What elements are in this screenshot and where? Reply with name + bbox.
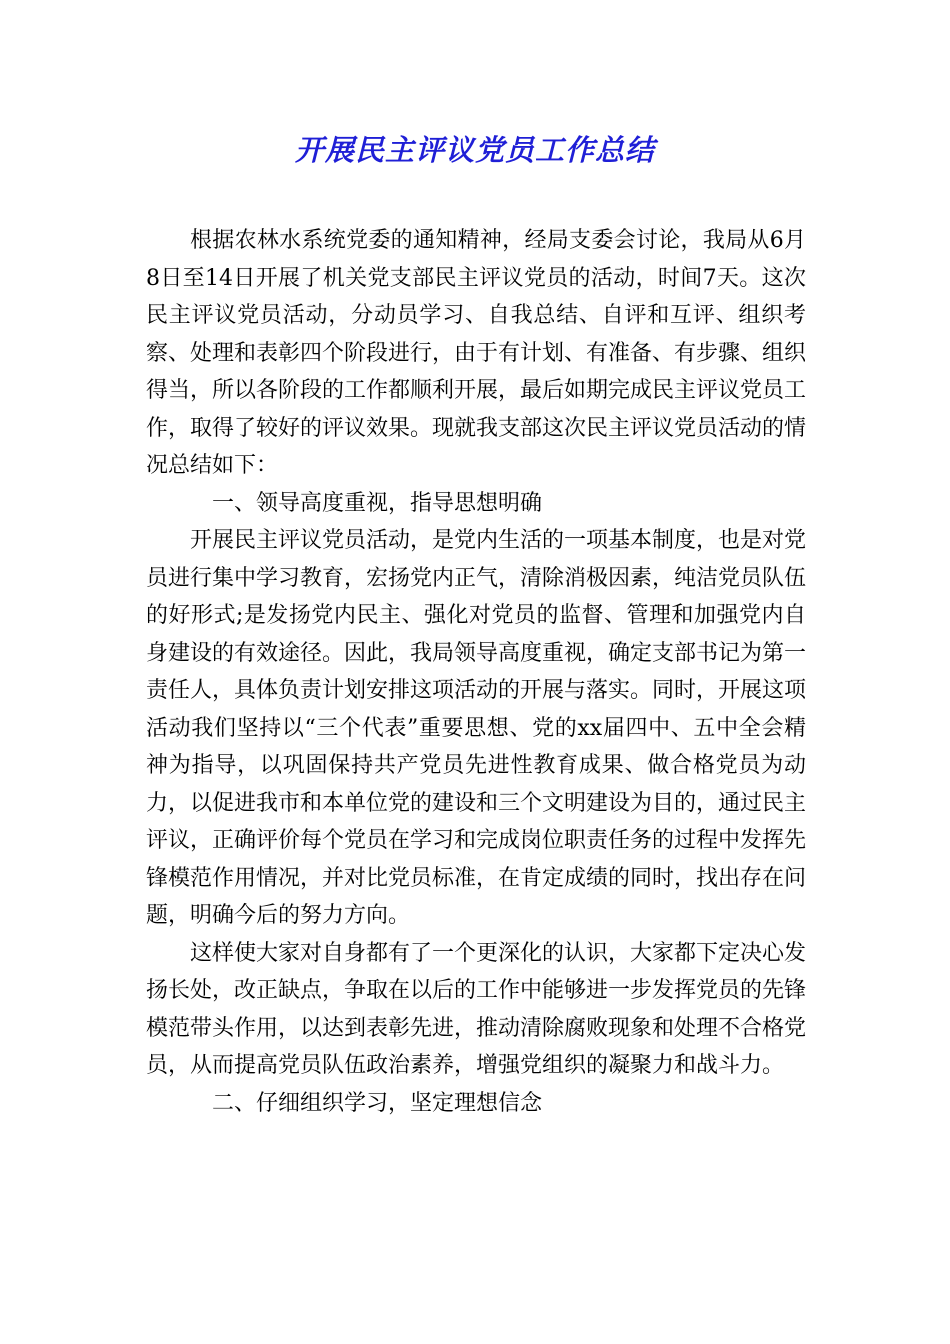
- section1-paragraph-2: 这样使大家对自身都有了一个更深化的认识，大家都下定决心发扬长处，改正缺点，争取在以后的工作中能够进一步发挥党员的先锋模范带头作用，以达到表彰先进，推动清除腐败现象和处理不合格党员，从而提高党员队伍政治素养，增强党组织的凝聚力和战斗力。: [146, 940, 807, 1078]
- section-heading-2: 二、仔细组织学习，坚定理想信念: [212, 1090, 543, 1116]
- section-heading-1: 一、领导高度重视，指导思想明确: [212, 490, 543, 516]
- document-title: 开展民主评议党员工作总结: [294, 133, 655, 167]
- intro-paragraph: 根据农林水系统党委的通知精神，经局支委会讨论，我局从6月8日至14日开展了机关党支部民主评议党员的活动，时间7天。这次民主评议党员活动，分动员学习、自我总结、自评和互评、组织考察、处理和表彰四个阶段进行，由于有计划、有准备、有步骤、组织得当，所以各阶段的工作都顺利开展，最后如期完成民主评议党员工作，取得了较好的评议效果。现就我支部这次民主评议党员活动的情况总结如下：: [146, 228, 807, 478]
- document-body: [146, 222, 806, 1122]
- section1-paragraph-1: 开展民主评议党员活动，是党内生活的一项基本制度，也是对党员进行集中学习教育，宏扬党内正气，清除消极因素，纯洁党员队伍的好形式;是发扬党内民主、强化对党员的监督、管理和加强党内自身建设的有效途径。因此，我局领导高度重视，确定支部书记为第一责任人，具体负责计划安排这项活动的开展与落实。同时，开展这项活动我们坚持以“三个代表”重要思想、党的xx届四中、五中全会精神为指导，以巩固保持共产党员先进性教育成果、做合格党员为动力，以促进我市和本单位党的建设和三个文明建设为目的，通过民主评议，正确评价每个党员在学习和完成岗位职责任务的过程中发挥先锋模范作用情况，并对比党员标准，在肯定成绩的同时，找出存在问题，明确今后的努力方向。: [146, 528, 807, 928]
